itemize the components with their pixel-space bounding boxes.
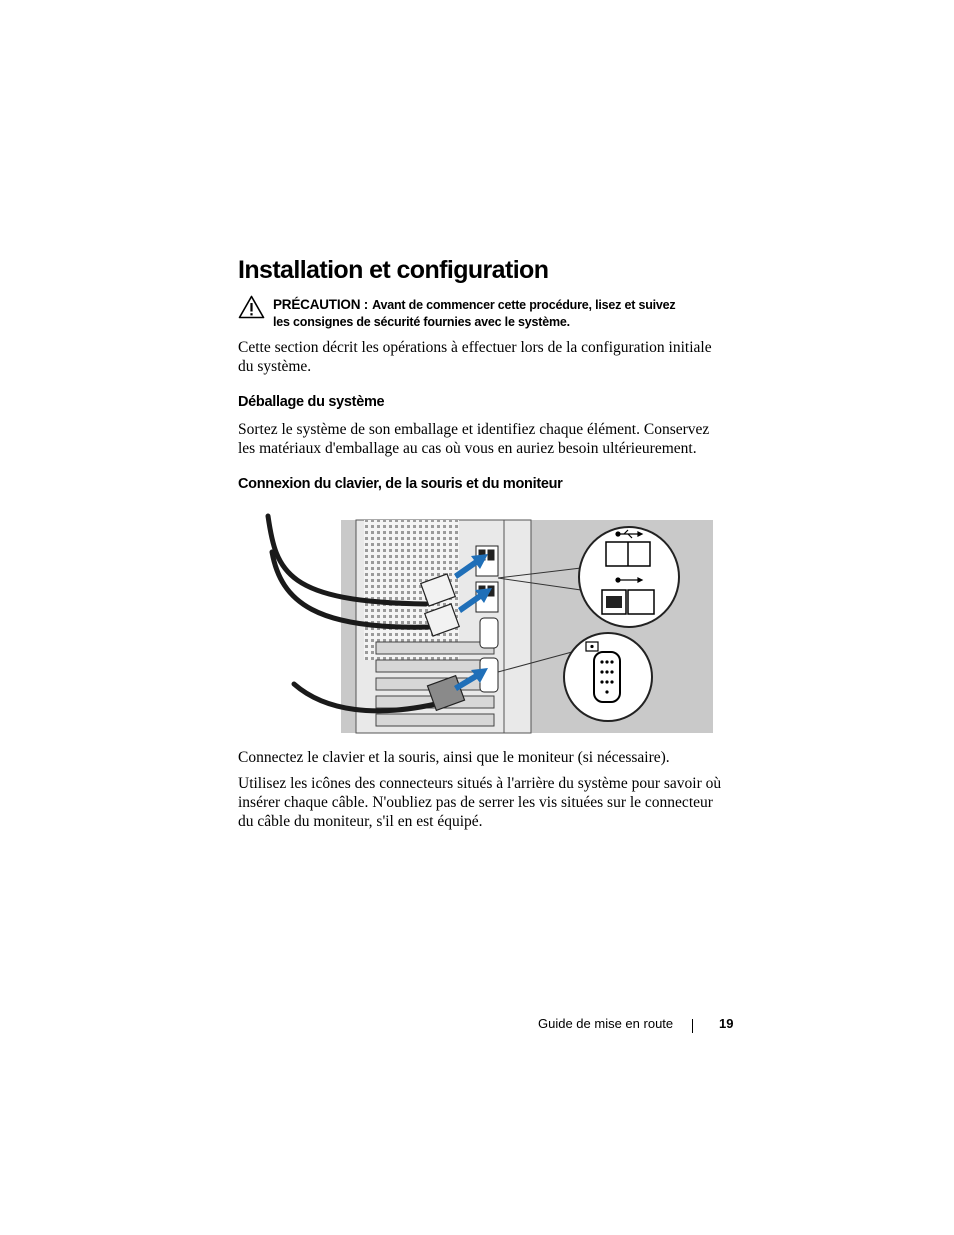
caution-text [273,296,675,331]
connection-paragraph-1: Connectez le clavier et la souris, ainsi que le moniteur (si nécessaire). [238,749,670,766]
caution-line-2: les consignes de sécurité fournies avec le système. [273,315,570,329]
intro-paragraph [238,338,738,376]
intro-line-2: du système. [238,358,312,375]
warning-triangle-icon [238,295,265,319]
connection-line-2: insérer chaque câble. N'oubliez pas de serrer les vis situées sur le connecteur [238,794,713,811]
intro-line-1: Cette section décrit les opérations à effectuer lors de la configuration initiale [238,339,712,356]
section-heading-unpacking: Déballage du système [238,394,385,410]
footer-separator [692,1019,693,1033]
caution-label: PRÉCAUTION : [273,297,369,312]
vga-connector-outline [594,652,620,702]
connection-line-3: du câble du moniteur, s'il en est équipé. [238,813,483,830]
usb-port-pair-bottom [628,590,654,614]
unpacking-line-2: les matériaux d'emballage au cas où vous en auriez besoin ultérieurement. [238,440,697,457]
unpacking-line-1: Sortez le système de son emballage et identifiez chaque élément. Conservez [238,421,710,438]
footer-page-number: 19 [719,1016,734,1031]
connection-line-1: Utilisez les icônes des connecteurs situés à l'arrière du système pour savoir où [238,775,722,792]
connection-illustration [256,512,716,737]
caution-line-1: Avant de commencer cette procédure, lisez et suivez [372,298,676,312]
footer-guide-title: Guide de mise en route [538,1016,674,1031]
unpacking-paragraph [238,420,738,458]
connection-paragraph-2 [238,774,738,831]
page-title: Installation et configuration [238,256,549,284]
section-heading-connection: Connexion du clavier, de la souris et du moniteur [238,476,563,492]
